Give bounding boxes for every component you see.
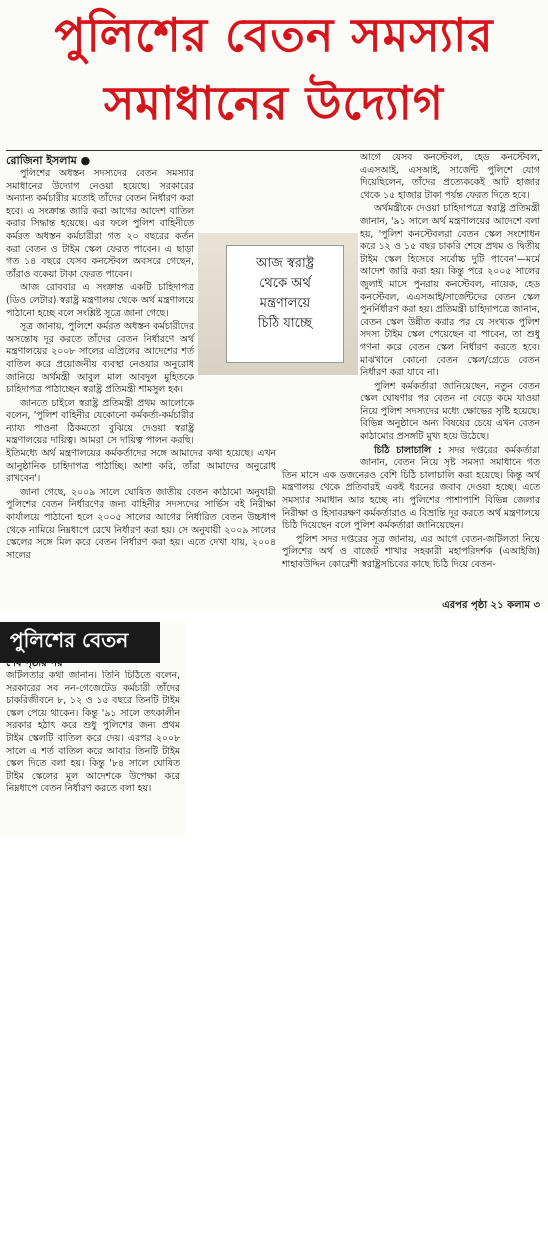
article-col-right	[282, 152, 540, 596]
article-paragraph: আগে যেসব কনস্টেবল, হেড কনস্টেবল, এএসআই, এসআই, সার্জেন্ট পুলিশে যোগ দিয়েছিলেন, তাঁদের প্রত্যেককেই আট হাজার থেকে ১৫ হাজার টাকা পর্যন্ত ফেরত দিতে হবে।	[360, 152, 540, 201]
callout-line: থেকে অর্থ	[259, 276, 311, 291]
jump-text: জটিলতার কথা জানান। তিনি চিঠিতে বলেন, সরকারের সব নন-গেজেটেড কর্মচারী তাঁদের চাকরিজীবনে ৮, ১২ ও ১৫ বছরে তিনটি টাইম স্কেল পেয়ে থাকেন। কিন্তু '৯১ সালে তৎকালীন সরকার হঠাৎ করে শুধু পুলিশের জন্য প্রথম টাইম স্কেলটি বাতিল করে দেয়। এরপর ২০০৮ সালে এ শর্ত বাতিল করে আবার তিনটি টাইম স্কেল দিতে বলা হয়। কিন্তু '৮৪ সালে ঘোষিত টাইম স্কেলের মূল আদেশকে উপেক্ষা করে নিম্নধাপে বেতন নির্ধারণ করতে বলা হয়।	[6, 670, 180, 795]
subhead-lead: চিঠি চালাচালি :	[374, 444, 442, 456]
headline-line1: পুলিশের বেতন সমস্যার	[54, 8, 494, 62]
article-paragraph: জানা গেছে, ২০০৯ সালে ঘোষিত জাতীয় বেতন কাঠামো অনুযায়ী পুলিশের বেতন নির্ধারণের জন্য বাহিনীর সদস্যদের সার্ভিস বই নিরীক্ষা কার্যালয়ে পাঠানো হলে ২০০৫ সালের আগের নির্ধারিত বেতন উচ্চধাপ থেকে নামিয়ে নিম্নধাপে রেখে নির্ধারণ করা হয়। সে অনুযায়ী ২০০৯ সালের স্কেলের সঙ্গে মিল করে বেতন নির্ধারণ করা হয়। এতে দেখা যায়, ২০০৪ সালের	[6, 486, 276, 561]
byline-mark-icon: ●	[80, 154, 91, 167]
article-paragraph: পুলিশের অধস্তন সদস্যদের বেতন সমস্যার সমাধানের উদ্যোগ নেওয়া হয়েছে। সরকারের অন্যান্য কর্মচারীর মতোই তাঁদের বেতন নির্ধারণ করা হবে। এ সংক্রান্ত জারি করা আগের আদেশ বাতিল করার সিদ্ধান্ত হয়েছে। এর ফলে পুলিশ বাহিনীতে কর্মরত অধস্তন কর্মচারীরা গত ২০ বছরের কর্তন করা বেতন ও টাইম স্কেল ফেরত পাবেন। এ ছাড়া গত ১৪ বছরে যেসব কনস্টেবল অবসরে গেছেন, তাঁরাও বকেয়া টাকা ফেরত পাবেন।	[6, 168, 194, 280]
article-paragraph: জানতে চাইলে স্বরাষ্ট্র প্রতিমন্ত্রী প্রথম আলোকে বলেন, 'পুলিশ বাহিনীর যেকোনো কর্মকর্তা-কর্মচারীর ন্যায্য পাওনা ঠিকমতো বুঝিয়ে দেওয়া স্বরাষ্ট্র মন্ত্রণালয়ের দায়িত্ব। আমরা সে দায়িত্ব পালন করছি। ইতিমধ্যে অর্থ মন্ত্রণালয়ের কর্মকর্তাদের সঙ্গে আমাদের কথা হয়েছে। এখন আনুষ্ঠানিক চাহিদাপত্র পাঠাচ্ছি। আশা করি, তাঁরা আমাদের অনুরোধ রাখবেন'।	[6, 397, 276, 485]
article-paragraph: অর্থমন্ত্রীকে দেওয়া চাহিদাপত্রে স্বরাষ্ট্র প্রতিমন্ত্রী জানান, '৯১ সালে অর্থ মন্ত্রণালয়ের আদেশে বলা হয়, 'পুলিশ কনস্টেবলরা বেতন স্কেল সংশোধন করে ১২ ও ১৫ বছর চাকরি শেষে প্রথম ও দ্বিতীয় টাইম স্কেল হিসেবে সর্বোচ্চ দুটি পাবেন'—মর্মে আদেশ জারি করা হয়। কিন্তু পরে ২০০৫ সালের জুলাই মাসে পুনরায় কনস্টেবল, নায়েক, হেড কনস্টেবল, এএসআই/সার্জেন্টদের বেতন স্কেল পুনর্নির্ধারণ করা হয়। প্রতিমন্ত্রী চাহিদাপত্রে জানান, বেতন স্কেল উন্নীত করার পর যে সংখ্যক পুলিশ সদস্য টাইম স্কেল পেয়েছেন বা পাবেন, তা শুধু গণনা করে বেতন স্কেল নির্ধারণ করতে হবে। মাঝখানে কোনো বেতন স্কেল/গ্রেডে বেতন নির্ধারণ করা যাবে না।	[360, 203, 540, 379]
continued-reference: এরপর পৃষ্ঠা ২১ কলাম ৩	[442, 600, 540, 611]
byline-divider	[6, 150, 542, 151]
callout-line: মন্ত্রণালয়ে	[259, 296, 311, 311]
article-paragraph: সূত্র জানায়, পুলিশে কর্মরত অধস্তন কর্মচারীদের অসন্তোষ দূর করতে তাঁদের বেতন নির্ধারণে অর্থ মন্ত্রণালয়ের ২০০৮ সালের এপ্রিলের আদেশের শর্ত বাতিল করে প্রয়োজনীয় ব্যবস্থা নেওয়ার অনুরোধ জানিয়ে অর্থমন্ত্রী আবুল মাল আবদুল মুহিতকে চাহিদাপত্র পাঠাচ্ছেন স্বরাষ্ট্র প্রতিমন্ত্রী শামসুল হক।	[6, 321, 194, 396]
article-col-left	[6, 168, 276, 598]
article-paragraph: আজ রোববার এ সংক্রান্ত একটি চাহিদাপত্র (ডিও লেটার) স্বরাষ্ট্র মন্ত্রণালয় থেকে অর্থ মন্ত্রণালয়ে পাঠানো হচ্ছে বলে সংশ্লিষ্ট সূত্রে জানা গেছে।	[6, 282, 194, 319]
subhead-text: সদর দপ্তরের কর্মকর্তারা জানান, বেতন নিয়ে সৃষ্ট সমস্যা সমাধানে গত তিন মাসে এক ডজনেরও বেশি চিঠি চালাচালি করা হয়েছে। কিন্তু অর্থ মন্ত্রণালয় থেকে প্রতিবারই একই ধরনের জবাব দেওয়া হচ্ছে। এতে সমস্যার সমাধান আর হচ্ছে না। পুলিশের পাশাপাশি বিভিন্ন জেলার নিরীক্ষা ও হিসাবরক্ষণ কর্মকর্তারাও এ বিভ্রান্তি দূর করতে অর্থ মন্ত্রণালয়ে চিঠি দিয়েছেন বলে পুলিশ কর্মকর্তারা জানিয়েছেন।	[282, 444, 540, 532]
headline-line2: সমাধানের উদ্যোগ	[104, 76, 444, 130]
callout-line: আজ স্বরাষ্ট্র	[255, 256, 315, 271]
byline-author: রোজিনা ইসলাম	[6, 154, 77, 167]
callout-wrap-space	[282, 234, 360, 459]
jump-subtitle: শেষ পৃষ্ঠার পর	[6, 658, 63, 669]
jump-title: পুলিশের বেতন	[0, 622, 160, 663]
article-paragraph: পুলিশ কর্মকর্তারা জানিয়েছেন, নতুন বেতন স্কেল ঘোষণার পর বেতন না বেড়ে কমে যাওয়া নিয়ে পুলিশ সদস্যদের মধ্যে ক্ষোভের সৃষ্টি হয়েছে। বিভিন্ন অনুষ্ঠানে অন্য বিষয়ের চেয়ে এখন বেতন কাঠামোর প্রসঙ্গটি মুখ্য হয়ে উঠেছে।	[360, 380, 540, 443]
article-paragraph: পুলিশ সদর দপ্তরের সূত্র জানায়, এর আগে বেতন-জটিলতা নিয়ে পুলিশের অর্থ ও বাজেট শাখার সহকারী মহাপরিদর্শক (এআইজি) শাহাবউদ্দিন কোরেশী স্বরাষ্ট্রসচিবের কাছে চিঠি দিয়ে বেতন-	[282, 533, 540, 570]
callout-wrap-space	[194, 234, 276, 444]
callout-line: চিঠি যাচ্ছে	[257, 316, 313, 331]
